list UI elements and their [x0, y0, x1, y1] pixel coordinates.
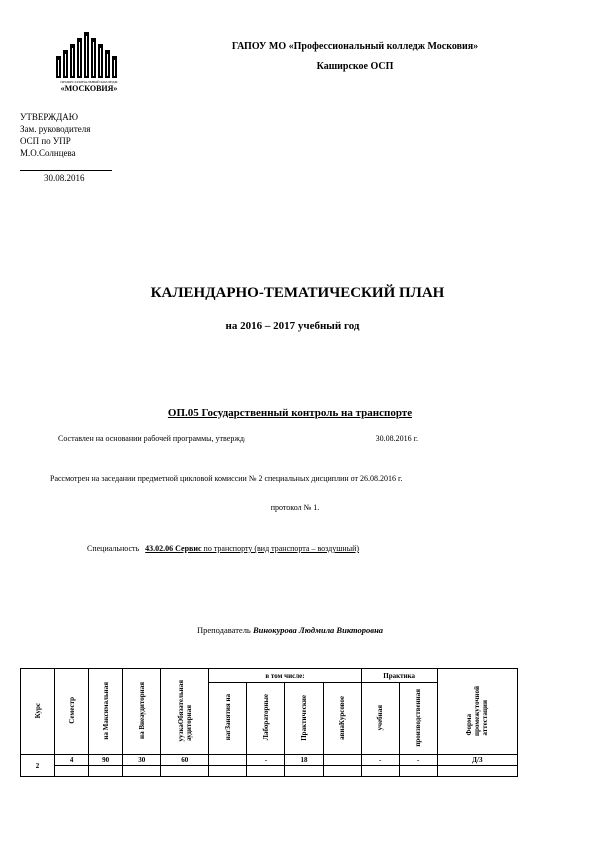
header-practical: Практические — [285, 683, 323, 755]
cell-course: 2 — [21, 755, 55, 777]
cell-certification: Д/З — [437, 755, 517, 766]
cell-empty — [247, 766, 285, 777]
header-certification: Формапромежуточнойаттестации — [437, 669, 517, 755]
header-mandatory: уузкаОбязательнаяаудиторная — [161, 669, 209, 755]
teacher-name: Винокурова Людмила Викторовна — [252, 625, 384, 635]
cell-independent: 30 — [123, 755, 161, 766]
approval-position: Зам. руководителя — [20, 124, 91, 134]
specialty-line — [87, 544, 359, 553]
approval-department: ОСП по УПР — [20, 136, 71, 146]
logo-caption: «МОСКОВИЯ» — [60, 84, 118, 93]
approval-block — [20, 111, 90, 159]
cell-mandatory: 60 — [161, 755, 209, 766]
academic-year: на 2016 – 2017 учебный год — [225, 320, 360, 332]
cell-empty — [323, 766, 361, 777]
cell-empty — [161, 766, 209, 777]
protocol-number: протокол № 1. — [270, 503, 320, 512]
teacher-line — [0, 625, 580, 635]
organization-branch: Каширское ОСП — [316, 61, 394, 72]
specialty-label: Специальность — [87, 544, 140, 553]
specialty-code: 43.02.06 Сервис — [145, 544, 202, 553]
cell-empty — [123, 766, 161, 777]
organization-title: ГАПОУ МО «Профессиональный колледж Московия» — [231, 41, 479, 52]
teacher-label: Преподаватель — [196, 625, 253, 635]
logo-caption-small: ПРОФЕССИОНАЛЬНЫЙ КОЛЛЕДЖ — [60, 80, 118, 84]
compiled-date: 30.08.2016 г. — [375, 434, 418, 443]
header-lectures: нагЗанятия на — [209, 683, 247, 755]
approval-heading: УТВЕРЖДАЮ — [20, 112, 79, 122]
document-title: КАЛЕНДАРНО-ТЕМАТИЧЕСКИЙ ПЛАН — [150, 285, 445, 301]
cell-max-load: 90 — [89, 755, 123, 766]
cell-prod-practice: - — [399, 755, 437, 766]
cell-empty — [285, 766, 323, 777]
cell-course-work — [323, 755, 361, 766]
hours-table — [20, 668, 518, 777]
cell-empty — [399, 766, 437, 777]
header-course: Курс — [21, 669, 55, 755]
cell-practical: 18 — [285, 755, 323, 766]
cell-empty — [437, 766, 517, 777]
cell-empty — [209, 766, 247, 777]
review-note: Рассмотрен на заседании предметной цикловой комиссии № 2 специальных дисциплин от 26.08.2016 г. — [50, 474, 403, 483]
subject-title: ОП.05 Государственный контроль на транспорте — [167, 407, 413, 419]
cell-empty — [55, 766, 89, 777]
cell-empty — [89, 766, 123, 777]
compiled-faint: ( — [243, 438, 246, 443]
header-edu-practice: учебная — [361, 683, 399, 755]
header-practice: Практика — [361, 669, 437, 683]
cell-empty — [361, 766, 399, 777]
header-semester: Семестр — [55, 669, 89, 755]
approval-name: М.О.Солнцева — [20, 148, 76, 158]
header-labs: Лабораторные — [247, 683, 285, 755]
specialty-name: по транспорту (вид транспорта – воздушный) — [201, 544, 360, 553]
header-prod-practice: производственная — [399, 683, 437, 755]
header-independent: на Внеаудиторная — [123, 669, 161, 755]
header-including: в том числе: — [209, 669, 361, 683]
cell-labs: - — [247, 755, 285, 766]
cell-edu-practice: - — [361, 755, 399, 766]
compiled-text: Составлен на основании рабочей программы, утвержд — [58, 434, 244, 443]
header-max-load: на Максимальная — [89, 669, 123, 755]
cell-lectures — [209, 755, 247, 766]
header-course-work: авиаКурсовое — [323, 683, 361, 755]
approval-date: 30.08.2016 — [44, 173, 85, 183]
compiled-basis — [58, 434, 418, 443]
cell-semester: 4 — [55, 755, 89, 766]
signature-line — [20, 170, 112, 171]
